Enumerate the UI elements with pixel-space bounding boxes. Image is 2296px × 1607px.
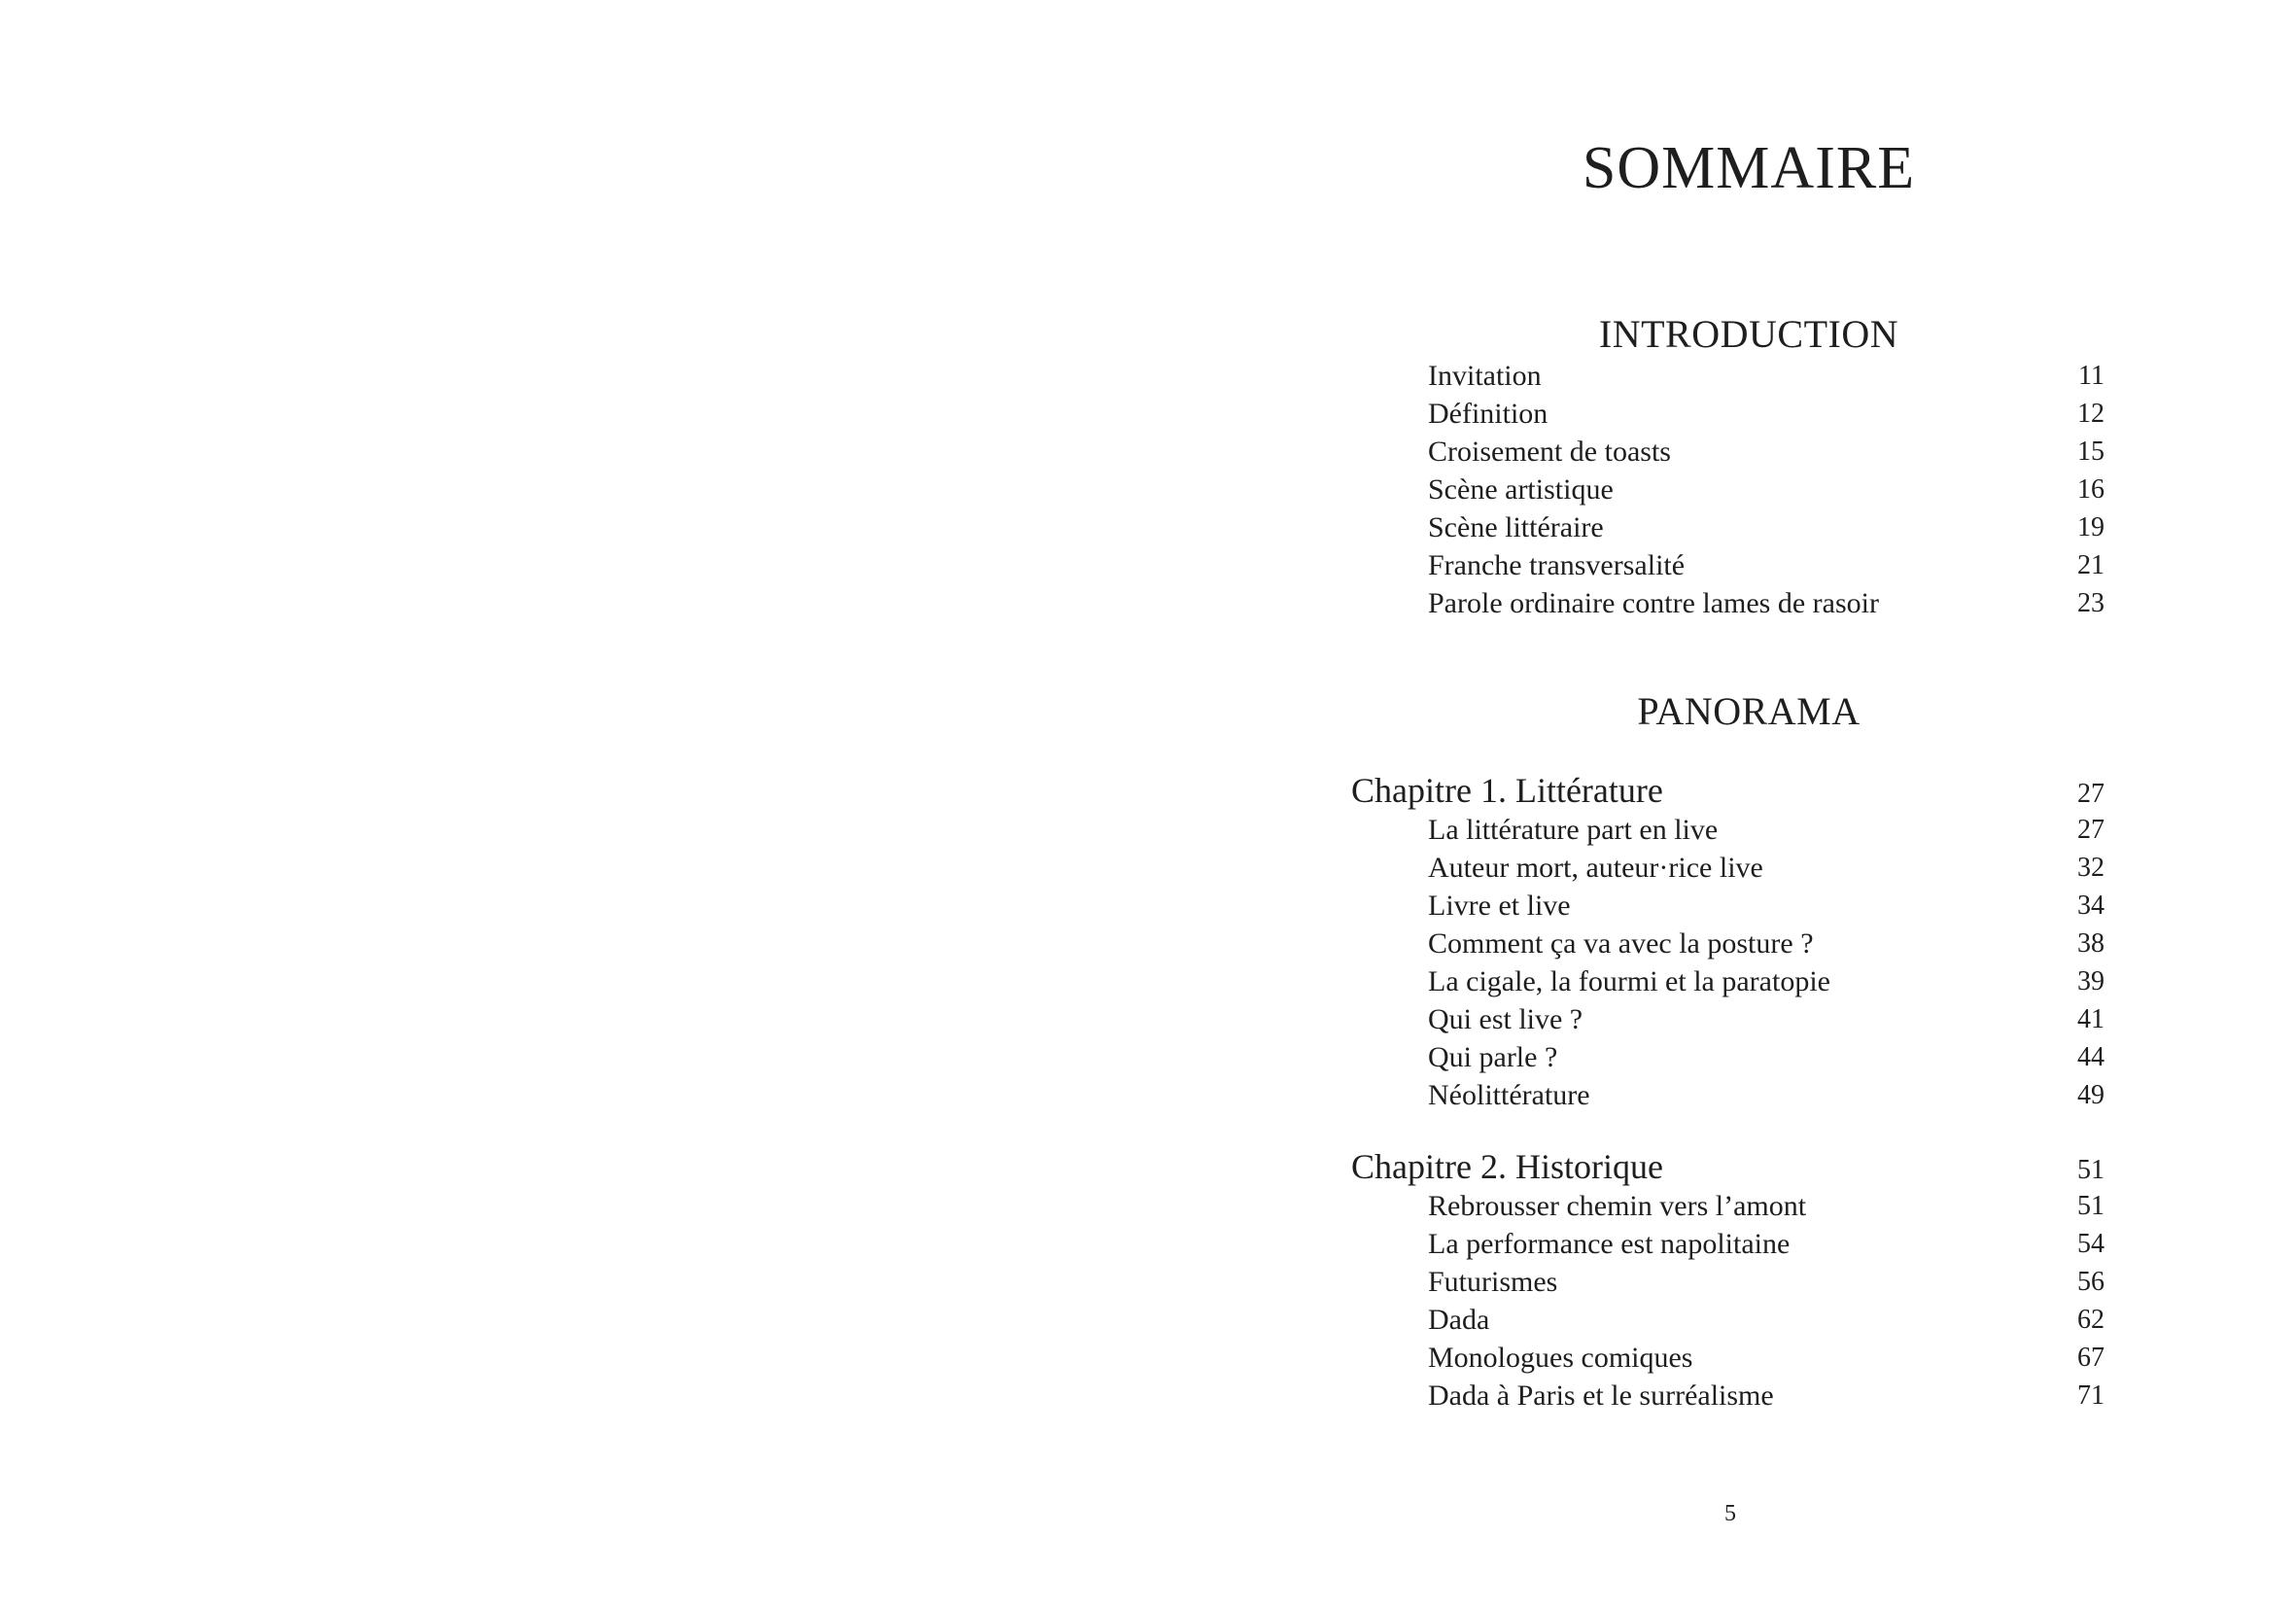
toc-entry-label: Auteur mort, auteur·rice live (1428, 852, 1763, 884)
toc-entry[interactable] (1428, 434, 2105, 471)
toc-entry-page: 39 (2077, 966, 2105, 996)
toc-entry-label: Livre et live (1428, 890, 1571, 922)
toc-entry[interactable] (1428, 585, 2105, 622)
section-heading-introduction: INTRODUCTION (1598, 312, 1899, 356)
toc-entry-label: Futurismes (1428, 1266, 1558, 1298)
toc-entry-label: Néolittérature (1428, 1079, 1590, 1111)
toc-entry-label: La littérature part en live (1428, 814, 1719, 846)
toc-entry-label: Rebrousser chemin vers l’amont (1428, 1190, 1807, 1222)
toc-entry[interactable] (1428, 1039, 2105, 1076)
toc-entry-page: 41 (2077, 1004, 2105, 1034)
toc-entry[interactable] (1428, 1226, 2105, 1263)
toc-entry[interactable] (1428, 1378, 2105, 1415)
toc-entry[interactable] (1428, 472, 2105, 508)
toc-entry[interactable] (1428, 1077, 2105, 1114)
toc-chapter-label: Chapitre 2. Historique (1351, 1147, 1663, 1186)
toc-entry-page: 27 (2077, 815, 2105, 845)
toc-entry-label: La performance est napolitaine (1428, 1228, 1791, 1260)
toc-entry[interactable] (1428, 358, 2105, 395)
toc-chapter[interactable] (1351, 1146, 2105, 1187)
toc-entry[interactable] (1428, 1188, 2105, 1225)
toc-chapter-page: 27 (2077, 779, 2105, 809)
toc-entry-label: Qui parle ? (1428, 1041, 1558, 1073)
toc-entry-label: Parole ordinaire contre lames de rasoir (1428, 587, 1879, 619)
toc-entry-page: 15 (2077, 437, 2105, 467)
toc-entry-label: Dada (1428, 1304, 1490, 1336)
toc-entry[interactable] (1428, 396, 2105, 433)
toc-chapter-label: Chapitre 1. Littérature (1351, 771, 1663, 810)
toc-entry[interactable] (1428, 1001, 2105, 1038)
toc-entry-label: Comment ça va avec la posture ? (1428, 927, 1814, 960)
toc-entry-page: 11 (2078, 361, 2105, 391)
toc-chapter[interactable] (1351, 770, 2105, 811)
toc-entry-label: Scène artistique (1428, 473, 1614, 506)
toc-entry-label: Scène littéraire (1428, 511, 1604, 543)
section-heading-panorama: PANORAMA (1637, 689, 1861, 733)
toc-entry[interactable] (1428, 1264, 2105, 1301)
toc-entry-label: Qui est live ? (1428, 1003, 1583, 1035)
toc-entry-page: 54 (2077, 1229, 2105, 1259)
toc-entry-page: 34 (2077, 891, 2105, 921)
page-title: SOMMAIRE (1582, 135, 1916, 201)
toc-entry-label: Définition (1428, 398, 1548, 430)
toc-chapter-page: 51 (2077, 1155, 2105, 1185)
toc-entry[interactable] (1428, 1302, 2105, 1339)
toc-entry[interactable] (1428, 812, 2105, 849)
toc-entry-page: 16 (2077, 474, 2105, 505)
toc-entry[interactable] (1428, 850, 2105, 887)
toc-entry-page: 21 (2077, 550, 2105, 580)
toc-entry-label: Invitation (1428, 360, 1542, 392)
toc-entry-page: 19 (2077, 512, 2105, 542)
toc-entry-page: 38 (2077, 928, 2105, 959)
toc-entry-page: 56 (2077, 1267, 2105, 1297)
toc-entry-page: 67 (2077, 1343, 2105, 1373)
toc-entry-page: 62 (2077, 1305, 2105, 1335)
toc-entry-label: Dada à Paris et le surréalisme (1428, 1380, 1774, 1412)
toc-entry-label: Franche transversalité (1428, 549, 1686, 581)
toc-entry-page: 51 (2077, 1191, 2105, 1221)
toc-entry-label: La cigale, la fourmi et la paratopie (1428, 965, 1830, 997)
toc-entry[interactable] (1428, 926, 2105, 962)
toc-entry-page: 12 (2077, 399, 2105, 429)
toc-entry-page: 23 (2077, 588, 2105, 618)
toc-entry-page: 71 (2077, 1380, 2105, 1411)
toc-entry-page: 44 (2077, 1042, 2105, 1072)
toc-entry[interactable] (1428, 509, 2105, 546)
toc-entry[interactable] (1428, 888, 2105, 925)
toc-entry[interactable] (1428, 963, 2105, 1000)
toc-entry-page: 49 (2077, 1080, 2105, 1110)
toc-entry-label: Croisement de toasts (1428, 436, 1671, 468)
toc-entry[interactable] (1428, 1340, 2105, 1377)
toc-entry-page: 32 (2077, 853, 2105, 883)
toc-entry-label: Monologues comiques (1428, 1342, 1693, 1374)
page-number: 5 (1724, 1501, 1736, 1526)
toc-entry[interactable] (1428, 547, 2105, 584)
